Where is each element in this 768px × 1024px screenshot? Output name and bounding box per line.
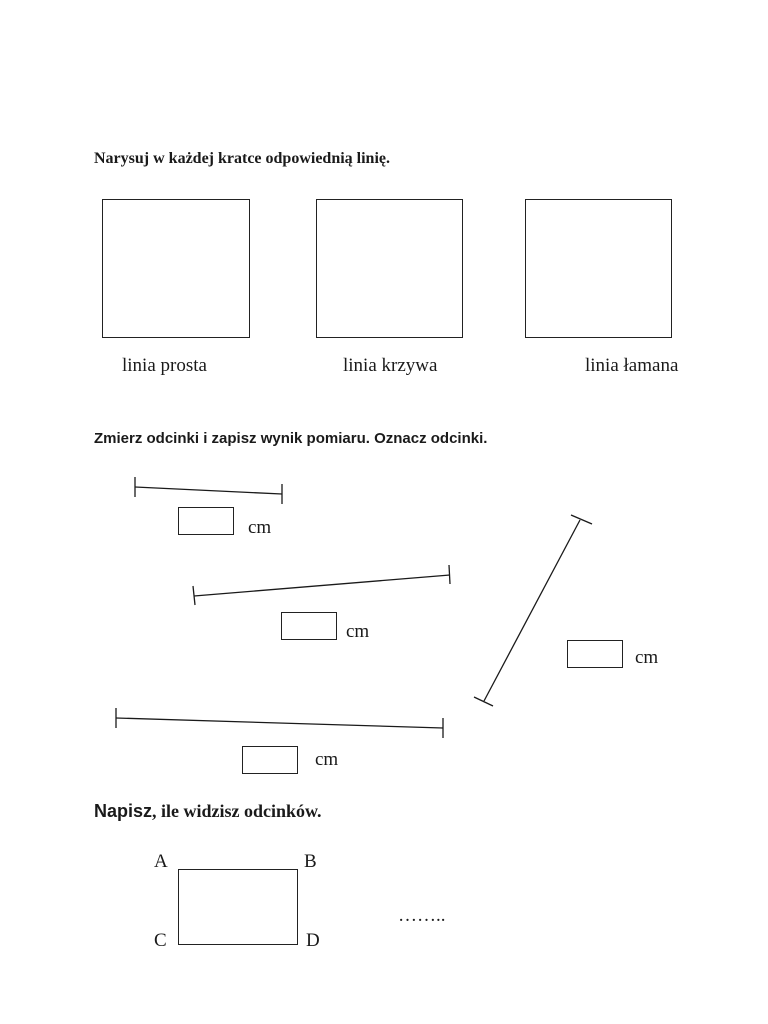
unit-label-4: cm xyxy=(635,647,659,668)
task1-heading: Narysuj w każdej kratce odpowiednią linię. xyxy=(94,150,390,167)
segment-3 xyxy=(116,718,443,728)
segment-4-tick-start xyxy=(571,515,592,524)
segment-4 xyxy=(484,520,580,701)
unit-label-3: cm xyxy=(315,749,339,770)
task3-heading xyxy=(94,801,322,822)
task2-heading: Zmierz odcinki i zapisz wynik pomiaru. Oznacz odcinki. xyxy=(94,430,488,447)
task3-heading-rest: , ile widzisz odcinków. xyxy=(152,801,322,821)
answer-box-segment-1[interactable] xyxy=(178,507,234,535)
vertex-d: D xyxy=(306,930,320,951)
caption-broken-line: linia łamana xyxy=(585,355,679,376)
segment-2 xyxy=(194,575,450,596)
unit-label-2: cm xyxy=(346,621,370,642)
segment-2-tick-end xyxy=(449,565,450,584)
segment-4-tick-end xyxy=(474,697,493,706)
unit-label-1: cm xyxy=(248,517,272,538)
answer-box-segment-3[interactable] xyxy=(242,746,298,774)
task3-heading-start: Napisz xyxy=(94,801,153,821)
answer-box-segment-2[interactable] xyxy=(281,612,337,640)
vertex-c: C xyxy=(154,930,167,951)
caption-curved-line: linia krzywa xyxy=(343,355,438,376)
vertex-a: A xyxy=(154,851,168,872)
rectangle-abcd xyxy=(178,869,298,945)
answer-blank-segment-count[interactable]: …….. xyxy=(398,905,446,926)
answer-box-segment-4[interactable] xyxy=(567,640,623,668)
caption-straight-line: linia prosta xyxy=(122,355,207,376)
vertex-b: B xyxy=(304,851,317,872)
segment-1 xyxy=(135,487,282,494)
